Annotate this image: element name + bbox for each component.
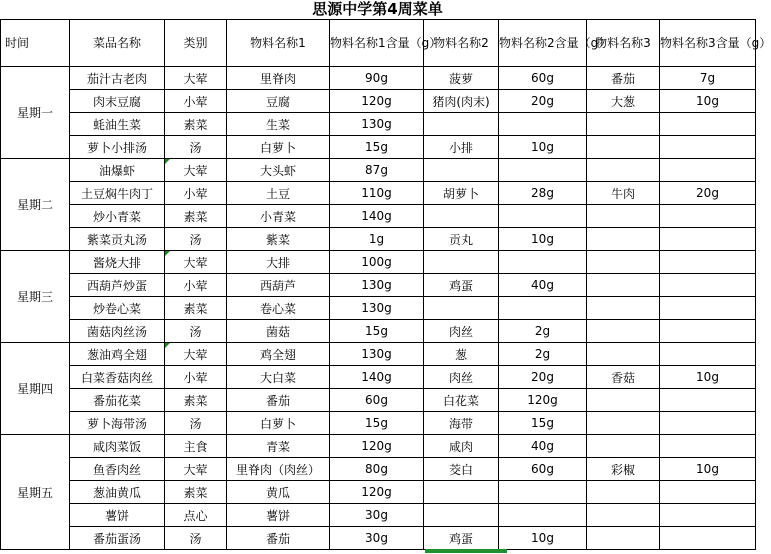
table-cell[interactable]: 130g [330,113,424,136]
table-cell[interactable]: 素菜 [165,205,227,228]
table-cell[interactable]: 西葫芦炒蛋 [70,274,165,297]
table-cell[interactable]: 肉丝 [424,320,499,343]
table-cell[interactable]: 1g [330,228,424,251]
table-cell[interactable]: 10g [660,90,756,113]
table-cell[interactable]: 大葱 [587,90,660,113]
table-cell[interactable]: 主食 [165,435,227,458]
table-cell[interactable]: 葱油黄瓜 [70,481,165,504]
table-cell[interactable] [660,504,756,527]
table-cell[interactable]: 120g [499,389,587,412]
table-cell[interactable]: 大荤 [165,458,227,481]
weekly-menu-table [0,19,771,550]
table-cell[interactable] [499,504,587,527]
table-cell[interactable]: 10g [660,458,756,481]
table-cell[interactable]: 肉丝 [424,366,499,389]
table-cell[interactable] [499,297,587,320]
table-cell[interactable]: 10g [499,527,587,550]
header-cell[interactable]: 物料名称3含量（g） [660,20,756,67]
table-cell[interactable]: 7g [660,67,756,90]
header-cell[interactable]: 物料名称2含量（g） [499,20,587,67]
table-cell[interactable]: 15g [499,412,587,435]
table-cell[interactable]: 大荤 [165,343,227,366]
table-cell[interactable] [499,205,587,228]
table-cell[interactable]: 西葫芦 [227,274,330,297]
table-cell[interactable]: 20g [499,366,587,389]
table-cell[interactable] [660,343,756,366]
table-cell[interactable]: 30g [330,527,424,550]
table-cell[interactable]: 贡丸 [424,228,499,251]
table-row [1,159,756,182]
table-cell[interactable]: 130g [330,274,424,297]
table-cell[interactable]: 120g [330,90,424,113]
comment-marker-icon [165,251,170,256]
table-cell[interactable] [660,389,756,412]
table-cell[interactable]: 小荤 [165,90,227,113]
table-cell[interactable]: 20g [660,182,756,205]
table-cell[interactable]: 紫菜贡丸汤 [70,228,165,251]
table-cell[interactable]: 87g [330,159,424,182]
table-cell[interactable]: 茄汁古老肉 [70,67,165,90]
table-cell[interactable]: 10g [660,366,756,389]
table-row [1,343,756,366]
table-cell[interactable]: 猪肉(肉末) [424,90,499,113]
table-row [1,435,756,458]
table-cell[interactable]: 15g [330,320,424,343]
table-cell[interactable]: 咸肉菜饭 [70,435,165,458]
table-cell[interactable]: 120g [330,435,424,458]
table-cell[interactable]: 卷心菜 [227,297,330,320]
table-cell[interactable]: 胡萝卜 [424,182,499,205]
table-cell[interactable]: 葱 [424,343,499,366]
table-cell[interactable]: 40g [499,435,587,458]
table-cell[interactable]: 肉末豆腐 [70,90,165,113]
table-cell[interactable]: 80g [330,458,424,481]
table-cell[interactable] [660,527,756,550]
table-cell[interactable]: 薯饼 [70,504,165,527]
table-row [1,366,756,389]
table-cell[interactable] [587,527,660,550]
page-title: 思源中学第4周菜单 [312,0,443,18]
table-cell[interactable]: 茭白 [424,458,499,481]
table-cell[interactable]: 蚝油生菜 [70,113,165,136]
table-cell[interactable] [660,320,756,343]
comment-marker-icon [165,159,170,164]
table-row [1,113,756,136]
table-cell[interactable]: 番茄 [587,67,660,90]
table-row [1,527,756,550]
table-cell[interactable] [499,481,587,504]
table-cell[interactable] [660,113,756,136]
table-cell[interactable]: 白菜香菇肉丝 [70,366,165,389]
table-cell[interactable]: 素菜 [165,389,227,412]
table-cell[interactable]: 土豆焖牛肉丁 [70,182,165,205]
table-cell[interactable] [660,159,756,182]
table-cell[interactable]: 大头虾 [227,159,330,182]
table-cell[interactable] [424,297,499,320]
table-cell[interactable] [587,435,660,458]
table-row [1,205,756,228]
table-cell[interactable]: 鸡全翅 [227,343,330,366]
day-cell[interactable]: 星期一 [1,67,70,159]
table-cell[interactable]: 大荤 [165,251,227,274]
table-cell[interactable]: 汤 [165,412,227,435]
table-cell[interactable]: 小荤 [165,366,227,389]
table-cell[interactable]: 130g [330,297,424,320]
table-cell[interactable] [424,251,499,274]
comment-marker-icon [165,343,170,348]
table-row [1,182,756,205]
table-cell[interactable]: 里脊肉 [227,67,330,90]
table-cell[interactable]: 2g [499,320,587,343]
table-cell[interactable]: 白萝卜 [227,136,330,159]
table-cell[interactable]: 炒卷心菜 [70,297,165,320]
table-cell[interactable]: 2g [499,343,587,366]
header-cell[interactable]: 时间 [1,20,70,67]
table-cell[interactable]: 小荤 [165,182,227,205]
table-cell[interactable]: 萝卜小排汤 [70,136,165,159]
table-cell[interactable]: 60g [499,67,587,90]
table-cell[interactable]: 小荤 [165,274,227,297]
table-cell[interactable]: 汤 [165,136,227,159]
table-cell[interactable] [660,274,756,297]
table-cell[interactable]: 青菜 [227,435,330,458]
table-cell[interactable]: 土豆 [227,182,330,205]
table-cell[interactable]: 10g [499,136,587,159]
table-cell[interactable] [587,113,660,136]
table-cell[interactable]: 90g [330,67,424,90]
table-cell[interactable]: 菌菇 [227,320,330,343]
table-cell[interactable]: 大排 [227,251,330,274]
table-cell[interactable] [660,297,756,320]
table-cell[interactable]: 15g [330,136,424,159]
table-cell[interactable] [660,435,756,458]
table-cell[interactable]: 小排 [424,136,499,159]
table-cell[interactable]: 紫菜 [227,228,330,251]
table-cell[interactable] [587,274,660,297]
table-cell[interactable]: 炒小青菜 [70,205,165,228]
table-cell[interactable]: 130g [330,343,424,366]
menu-body [1,67,756,550]
table-row [1,412,756,435]
table-cell[interactable]: 葱油鸡全翅 [70,343,165,366]
table-cell[interactable] [587,389,660,412]
table-cell[interactable] [424,481,499,504]
table-cell[interactable] [660,136,756,159]
table-cell[interactable]: 汤 [165,527,227,550]
header-cell[interactable]: 物料名称3 [587,20,660,67]
day-cell[interactable]: 星期四 [1,343,70,435]
header-cell[interactable]: 菜品名称 [70,20,165,67]
table-cell[interactable]: 生菜 [227,113,330,136]
table-cell[interactable] [587,320,660,343]
table-cell[interactable]: 28g [499,182,587,205]
table-cell[interactable] [424,205,499,228]
table-cell[interactable]: 鸡蛋 [424,274,499,297]
table-cell[interactable]: 大荤 [165,159,227,182]
table-cell[interactable]: 酱烧大排 [70,251,165,274]
table-cell[interactable] [587,343,660,366]
table-cell[interactable]: 素菜 [165,297,227,320]
table-cell[interactable]: 豆腐 [227,90,330,113]
table-cell[interactable]: 110g [330,182,424,205]
table-cell[interactable]: 鱼香肉丝 [70,458,165,481]
table-cell[interactable]: 番茄 [227,389,330,412]
table-cell[interactable]: 120g [330,481,424,504]
table-cell[interactable]: 萝卜海带汤 [70,412,165,435]
table-cell[interactable]: 白萝卜 [227,412,330,435]
table-cell[interactable]: 油爆虾 [70,159,165,182]
table-cell[interactable]: 素菜 [165,481,227,504]
table-cell[interactable] [587,412,660,435]
table-cell[interactable]: 140g [330,366,424,389]
table-cell[interactable]: 香菇 [587,366,660,389]
table-cell[interactable] [424,504,499,527]
table-cell[interactable]: 30g [330,504,424,527]
table-cell[interactable]: 番茄 [227,527,330,550]
day-cell[interactable]: 星期三 [1,251,70,343]
day-cell[interactable]: 星期二 [1,159,70,251]
table-cell[interactable]: 番茄花菜 [70,389,165,412]
table-row [1,67,756,90]
table-cell[interactable]: 60g [330,389,424,412]
header-cell[interactable]: 类别 [165,20,227,67]
table-row [1,389,756,412]
cell-selection-indicator [425,549,507,553]
table-cell[interactable]: 60g [499,458,587,481]
table-cell[interactable]: 白花菜 [424,389,499,412]
table-cell[interactable]: 小青菜 [227,205,330,228]
table-cell[interactable]: 大荤 [165,67,227,90]
table-cell[interactable]: 里脊肉（肉丝） [227,458,330,481]
table-cell[interactable]: 汤 [165,228,227,251]
table-cell[interactable]: 菠萝 [424,67,499,90]
table-cell[interactable]: 牛肉 [587,182,660,205]
table-cell[interactable]: 汤 [165,320,227,343]
table-cell[interactable]: 番茄蛋汤 [70,527,165,550]
table-cell[interactable]: 彩椒 [587,458,660,481]
table-cell[interactable]: 100g [330,251,424,274]
table-cell[interactable] [587,481,660,504]
table-cell[interactable] [660,228,756,251]
header-cell[interactable]: 物料名称1含量（g） [330,20,424,67]
table-cell[interactable]: 素菜 [165,113,227,136]
table-cell[interactable]: 大白菜 [227,366,330,389]
table-cell[interactable] [424,159,499,182]
table-cell[interactable]: 40g [499,274,587,297]
table-cell[interactable]: 15g [330,412,424,435]
table-row [1,458,756,481]
table-cell[interactable] [587,136,660,159]
table-cell[interactable] [587,297,660,320]
table-cell[interactable] [660,412,756,435]
day-cell[interactable]: 星期五 [1,435,70,550]
table-cell[interactable] [587,251,660,274]
header-cell[interactable]: 物料名称2 [424,20,499,67]
table-cell[interactable]: 菌菇肉丝汤 [70,320,165,343]
table-cell[interactable] [424,113,499,136]
table-cell[interactable] [587,504,660,527]
table-cell[interactable]: 薯饼 [227,504,330,527]
table-row [1,297,756,320]
table-row [1,228,756,251]
table-row [1,274,756,297]
table-cell[interactable] [587,228,660,251]
table-cell[interactable] [499,251,587,274]
table-row [1,481,756,504]
table-cell[interactable]: 10g [499,228,587,251]
table-row [1,251,756,274]
table-cell[interactable] [499,159,587,182]
table-cell[interactable]: 140g [330,205,424,228]
table-cell[interactable]: 鸡蛋 [424,527,499,550]
table-cell[interactable]: 黄瓜 [227,481,330,504]
table-cell[interactable] [660,205,756,228]
header-row [1,20,756,67]
header-cell[interactable]: 物料名称1 [227,20,330,67]
table-row [1,504,756,527]
table-cell[interactable] [660,481,756,504]
table-cell[interactable]: 海带 [424,412,499,435]
table-row [1,136,756,159]
table-cell[interactable] [499,113,587,136]
table-cell[interactable] [587,159,660,182]
table-cell[interactable] [660,251,756,274]
table-cell[interactable] [587,205,660,228]
table-cell[interactable]: 咸肉 [424,435,499,458]
table-row [1,320,756,343]
table-cell[interactable]: 点心 [165,504,227,527]
table-cell[interactable]: 20g [499,90,587,113]
table-row [1,90,756,113]
